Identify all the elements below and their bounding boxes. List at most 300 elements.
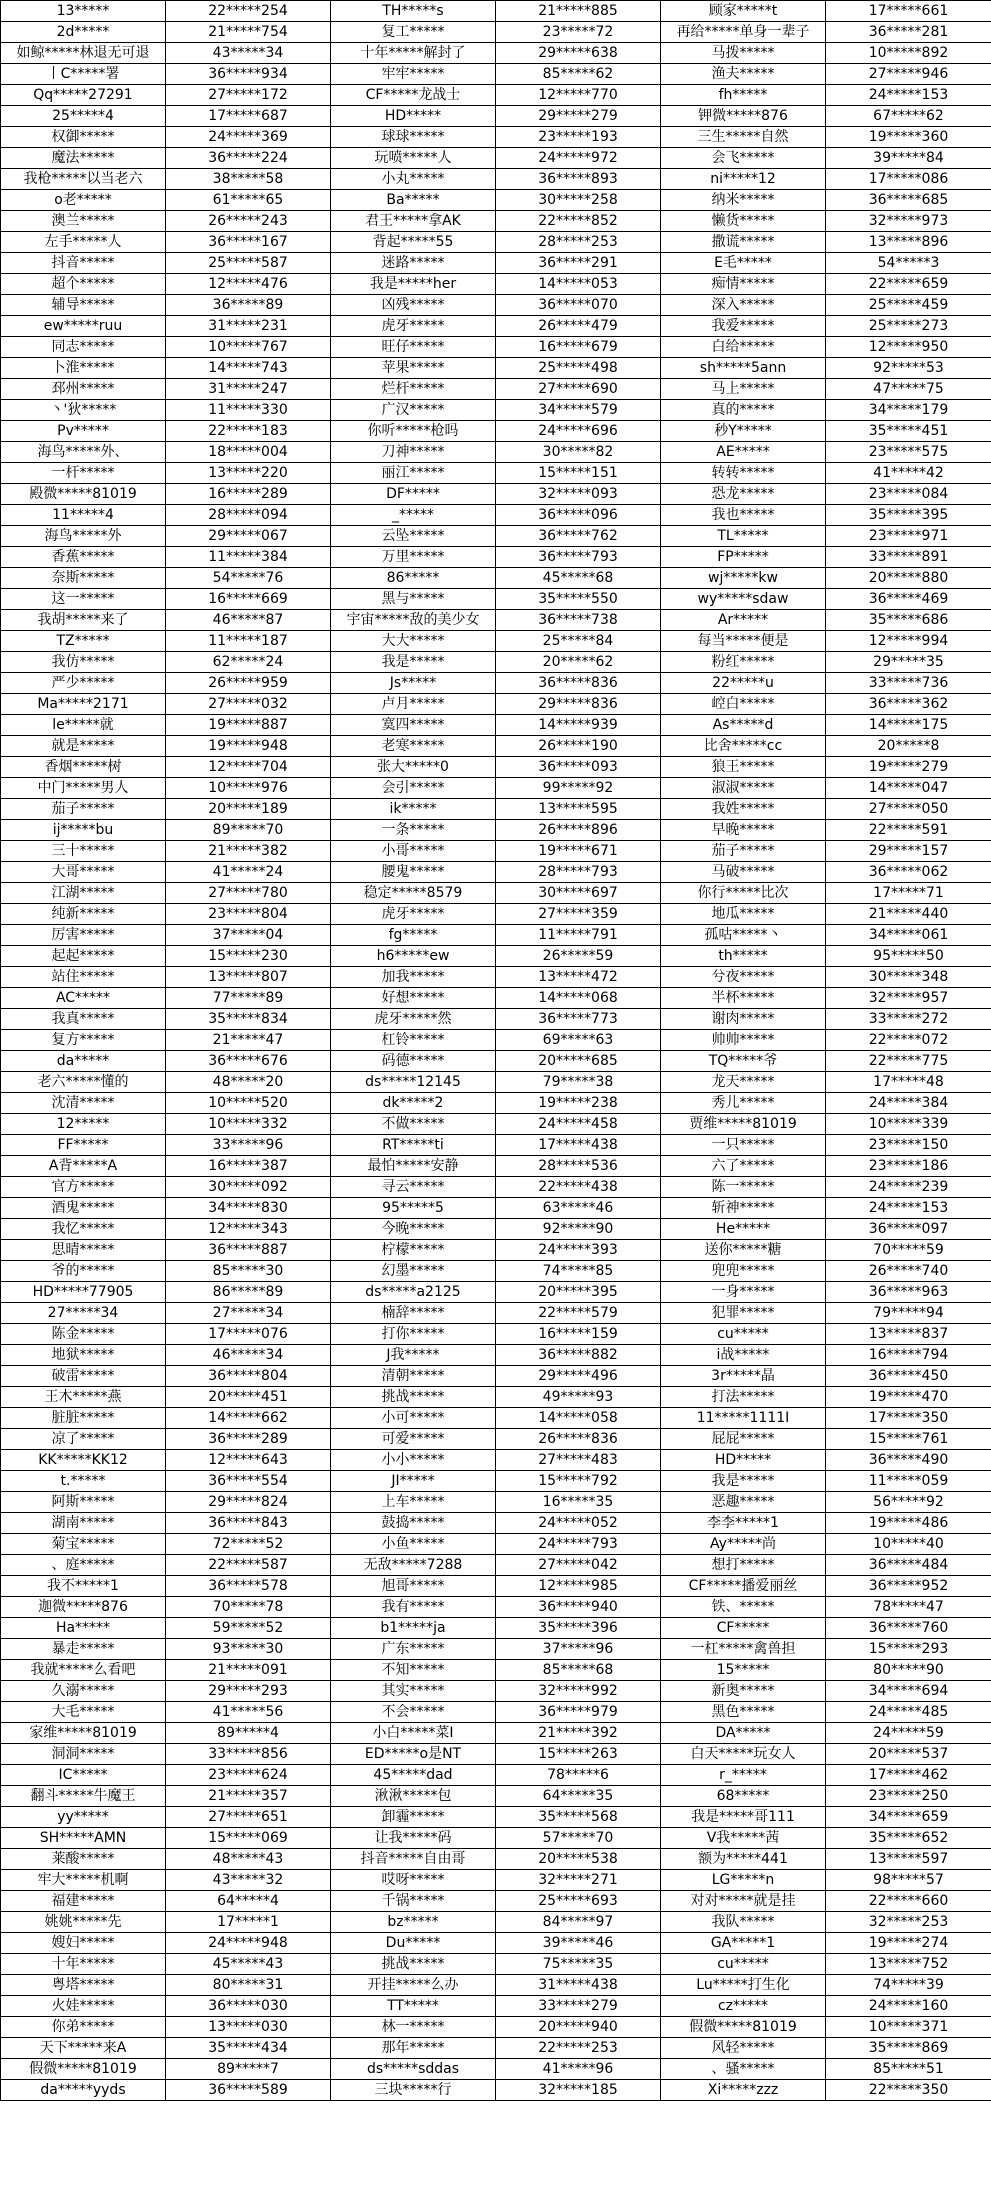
name-cell: 龙天***** [661, 1072, 826, 1093]
name-cell: 李李*****1 [661, 1513, 826, 1534]
id-cell: 36*****685 [826, 190, 991, 211]
id-cell: 16*****679 [496, 337, 661, 358]
id-cell: 36*****484 [826, 1555, 991, 1576]
id-cell: 27*****050 [826, 799, 991, 820]
table-row [1, 1030, 991, 1051]
id-cell: 24*****239 [826, 1177, 991, 1198]
id-cell: 59*****52 [166, 1618, 331, 1639]
name-cell: 超个***** [1, 274, 166, 295]
id-cell: 35*****451 [826, 421, 991, 442]
table-row [1, 1870, 991, 1891]
name-cell: 小可***** [331, 1408, 496, 1429]
name-cell: 钾微*****876 [661, 106, 826, 127]
id-cell: 23*****575 [826, 442, 991, 463]
table-row [1, 1, 991, 22]
id-cell: 36*****289 [166, 1429, 331, 1450]
name-cell: ij*****bu [1, 820, 166, 841]
table-row [1, 715, 991, 736]
name-cell: 13***** [1, 1, 166, 22]
name-cell: He***** [661, 1219, 826, 1240]
table-row [1, 400, 991, 421]
id-cell: 61*****65 [166, 190, 331, 211]
id-cell: 15*****761 [826, 1429, 991, 1450]
name-cell: 烂杆***** [331, 379, 496, 400]
table-row [1, 526, 991, 547]
name-cell: 君王*****拿AK [331, 211, 496, 232]
name-cell: 45*****dad [331, 1765, 496, 1786]
id-cell: 25*****84 [496, 631, 661, 652]
name-cell: 秀儿***** [661, 1093, 826, 1114]
name-cell: 官方***** [1, 1177, 166, 1198]
id-cell: 36*****887 [166, 1240, 331, 1261]
name-cell: SH*****AMN [1, 1828, 166, 1849]
name-cell: 复工***** [331, 22, 496, 43]
id-cell: 92*****53 [826, 358, 991, 379]
id-cell: 23*****193 [496, 127, 661, 148]
name-cell: 姚姚*****先 [1, 1912, 166, 1933]
table-row [1, 1639, 991, 1660]
name-cell: 虎牙***** [331, 904, 496, 925]
name-cell: 犯罪***** [661, 1303, 826, 1324]
id-cell: 49*****93 [496, 1387, 661, 1408]
name-cell: 洞洞***** [1, 1744, 166, 1765]
table-row [1, 64, 991, 85]
name-cell: 上车***** [331, 1492, 496, 1513]
table-row [1, 1366, 991, 1387]
table-row [1, 1702, 991, 1723]
id-cell: 22*****438 [496, 1177, 661, 1198]
id-cell: 20*****880 [826, 568, 991, 589]
name-cell: 虎牙*****然 [331, 1009, 496, 1030]
id-cell: 36*****291 [496, 253, 661, 274]
name-cell: 纳米***** [661, 190, 826, 211]
name-cell: AC***** [1, 988, 166, 1009]
id-cell: 12*****985 [496, 1576, 661, 1597]
id-cell: 35*****652 [826, 1828, 991, 1849]
id-cell: 15*****792 [496, 1471, 661, 1492]
name-cell: da*****yyds [1, 2080, 166, 2101]
name-cell: 一杠*****禽兽担 [661, 1639, 826, 1660]
id-cell: 21*****392 [496, 1723, 661, 1744]
id-cell: 27*****483 [496, 1450, 661, 1471]
id-cell: 15*****263 [496, 1744, 661, 1765]
table-row [1, 1471, 991, 1492]
name-cell: 澳兰***** [1, 211, 166, 232]
id-cell: 33*****856 [166, 1744, 331, 1765]
id-cell: 24*****793 [496, 1534, 661, 1555]
id-cell: 36*****882 [496, 1345, 661, 1366]
table-row [1, 484, 991, 505]
id-cell: 23*****971 [826, 526, 991, 547]
id-cell: 32*****992 [496, 1681, 661, 1702]
table-row [1, 841, 991, 862]
id-cell: 27*****780 [166, 883, 331, 904]
id-cell: 35*****686 [826, 610, 991, 631]
name-cell: 一身***** [661, 1282, 826, 1303]
id-cell: 21*****382 [166, 841, 331, 862]
id-cell: 33*****279 [496, 1996, 661, 2017]
id-cell: 79*****38 [496, 1072, 661, 1093]
name-cell: 码德***** [331, 1051, 496, 1072]
name-cell: 千锅***** [331, 1891, 496, 1912]
name-cell: 我胡*****来了 [1, 610, 166, 631]
id-cell: 46*****34 [166, 1345, 331, 1366]
table-row [1, 2080, 991, 2101]
id-cell: 43*****32 [166, 1870, 331, 1891]
id-cell: 10*****520 [166, 1093, 331, 1114]
name-cell: 假微*****81019 [661, 2017, 826, 2038]
table-row [1, 589, 991, 610]
table-row [1, 1723, 991, 1744]
id-cell: 41*****42 [826, 463, 991, 484]
name-cell: ED*****o是NT [331, 1744, 496, 1765]
name-cell: 谢肉***** [661, 1009, 826, 1030]
name-cell: 莱酸***** [1, 1849, 166, 1870]
id-cell: 24*****458 [496, 1114, 661, 1135]
name-cell: 湖南***** [1, 1513, 166, 1534]
id-cell: 26*****896 [496, 820, 661, 841]
table-row [1, 925, 991, 946]
table-row [1, 1534, 991, 1555]
name-cell: 迦微*****876 [1, 1597, 166, 1618]
id-cell: 36*****836 [496, 673, 661, 694]
id-cell: 36*****578 [166, 1576, 331, 1597]
id-cell: 89*****70 [166, 820, 331, 841]
id-cell: 20*****685 [496, 1051, 661, 1072]
name-cell: 海鸟*****外 [1, 526, 166, 547]
id-cell: 25*****498 [496, 358, 661, 379]
name-cell: ni*****12 [661, 169, 826, 190]
name-cell: Ma*****2171 [1, 694, 166, 715]
id-cell: 86*****89 [166, 1282, 331, 1303]
name-cell: V我*****茜 [661, 1828, 826, 1849]
table-row [1, 1597, 991, 1618]
name-cell: 我忆***** [1, 1219, 166, 1240]
name-cell: ds*****12145 [331, 1072, 496, 1093]
id-cell: 14*****662 [166, 1408, 331, 1429]
id-cell: 21*****885 [496, 1, 661, 22]
name-cell: 虎牙***** [331, 316, 496, 337]
name-cell: 会飞***** [661, 148, 826, 169]
name-cell: 我姓***** [661, 799, 826, 820]
name-cell: h6*****ew [331, 946, 496, 967]
id-cell: 35*****395 [826, 505, 991, 526]
table-row [1, 1429, 991, 1450]
name-cell: 牢牢***** [331, 64, 496, 85]
id-cell: 23*****186 [826, 1156, 991, 1177]
name-cell: 我是***** [661, 1471, 826, 1492]
name-cell: 斩神***** [661, 1198, 826, 1219]
id-cell: 45*****68 [496, 568, 661, 589]
id-cell: 17*****661 [826, 1, 991, 22]
table-row [1, 547, 991, 568]
id-cell: 85*****68 [496, 1660, 661, 1681]
table-row [1, 610, 991, 631]
id-cell: 17*****350 [826, 1408, 991, 1429]
table-row [1, 1807, 991, 1828]
id-cell: 22*****659 [826, 274, 991, 295]
table-row [1, 778, 991, 799]
id-cell: 35*****396 [496, 1618, 661, 1639]
table-row [1, 1450, 991, 1471]
id-cell: 28*****253 [496, 232, 661, 253]
id-cell: 78*****6 [496, 1765, 661, 1786]
id-cell: 64*****4 [166, 1891, 331, 1912]
name-cell: _***** [331, 505, 496, 526]
name-cell: 那年***** [331, 2038, 496, 2059]
id-cell: 93*****30 [166, 1639, 331, 1660]
table-row [1, 43, 991, 64]
id-cell: 48*****43 [166, 1849, 331, 1870]
table-row [1, 2017, 991, 2038]
id-cell: 30*****348 [826, 967, 991, 988]
id-cell: 80*****90 [826, 1660, 991, 1681]
table-row [1, 1198, 991, 1219]
name-cell: 香烟*****树 [1, 757, 166, 778]
name-cell: 今晚***** [331, 1219, 496, 1240]
name-cell: 复方***** [1, 1030, 166, 1051]
id-cell: 20*****537 [826, 1744, 991, 1765]
id-cell: 63*****46 [496, 1198, 661, 1219]
name-cell: bz***** [331, 1912, 496, 1933]
table-row [1, 799, 991, 820]
id-cell: 22*****775 [826, 1051, 991, 1072]
id-cell: 17*****1 [166, 1912, 331, 1933]
table-row [1, 1912, 991, 1933]
name-cell: Ay*****尚 [661, 1534, 826, 1555]
table-row [1, 757, 991, 778]
id-cell: 29*****293 [166, 1681, 331, 1702]
id-cell: 37*****96 [496, 1639, 661, 1660]
table-row [1, 463, 991, 484]
id-cell: 11*****330 [166, 400, 331, 421]
name-cell: 火娃***** [1, 1996, 166, 2017]
table-row [1, 1660, 991, 1681]
id-cell: 19*****238 [496, 1093, 661, 1114]
name-cell: 背起*****55 [331, 232, 496, 253]
name-cell: DF***** [331, 484, 496, 505]
id-cell: 16*****35 [496, 1492, 661, 1513]
name-cell: 会引***** [331, 778, 496, 799]
id-cell: 32*****253 [826, 1912, 991, 1933]
id-cell: 34*****694 [826, 1681, 991, 1702]
id-cell: 31*****438 [496, 1975, 661, 1996]
id-cell: 79*****94 [826, 1303, 991, 1324]
id-cell: 17*****086 [826, 169, 991, 190]
name-cell: 阿斯***** [1, 1492, 166, 1513]
name-cell: 我是*****哥111 [661, 1807, 826, 1828]
table-row [1, 1282, 991, 1303]
name-cell: 暴走***** [1, 1639, 166, 1660]
id-cell: 77*****89 [166, 988, 331, 1009]
name-cell: 柠檬***** [331, 1240, 496, 1261]
id-cell: 16*****289 [166, 484, 331, 505]
table-row [1, 2038, 991, 2059]
id-cell: 17*****438 [496, 1135, 661, 1156]
name-cell: 深入***** [661, 295, 826, 316]
id-cell: 35*****568 [496, 1807, 661, 1828]
name-cell: 渔夫***** [661, 64, 826, 85]
id-cell: 20*****8 [826, 736, 991, 757]
name-cell: 江湖***** [1, 883, 166, 904]
id-cell: 74*****39 [826, 1975, 991, 1996]
id-cell: 21*****357 [166, 1786, 331, 1807]
id-cell: 23*****250 [826, 1786, 991, 1807]
name-cell: o老***** [1, 190, 166, 211]
id-cell: 36*****893 [496, 169, 661, 190]
id-cell: 24*****972 [496, 148, 661, 169]
id-cell: 32*****973 [826, 211, 991, 232]
id-cell: 13*****807 [166, 967, 331, 988]
id-cell: 56*****92 [826, 1492, 991, 1513]
name-cell: r_***** [661, 1765, 826, 1786]
id-cell: 36*****469 [826, 589, 991, 610]
table-row [1, 1933, 991, 1954]
name-cell: 撒谎***** [661, 232, 826, 253]
table-row [1, 673, 991, 694]
id-cell: 36*****097 [826, 1219, 991, 1240]
id-cell: 28*****094 [166, 505, 331, 526]
id-cell: 23*****72 [496, 22, 661, 43]
name-cell: 广汉***** [331, 400, 496, 421]
id-cell: 33*****272 [826, 1009, 991, 1030]
id-cell: 75*****35 [496, 1954, 661, 1975]
name-cell: 加我***** [331, 967, 496, 988]
name-cell: 十年***** [1, 1954, 166, 1975]
id-cell: 27*****042 [496, 1555, 661, 1576]
id-cell: 12*****994 [826, 631, 991, 652]
name-cell: J我***** [331, 1345, 496, 1366]
id-cell: 36*****224 [166, 148, 331, 169]
table-row [1, 1051, 991, 1072]
id-cell: 15*****230 [166, 946, 331, 967]
table-row [1, 568, 991, 589]
name-cell: KK*****KK12 [1, 1450, 166, 1471]
name-cell: 陈一***** [661, 1177, 826, 1198]
name-cell: 牢大*****机啊 [1, 1870, 166, 1891]
name-cell: 站住***** [1, 967, 166, 988]
name-cell: 思晴***** [1, 1240, 166, 1261]
id-cell: 12*****643 [166, 1450, 331, 1471]
name-cell: 嫂妇***** [1, 1933, 166, 1954]
name-cell: ik***** [331, 799, 496, 820]
name-cell: 其实***** [331, 1681, 496, 1702]
table-row [1, 736, 991, 757]
id-cell: 18*****004 [166, 442, 331, 463]
name-cell: 、庭***** [1, 1555, 166, 1576]
id-cell: 17*****71 [826, 883, 991, 904]
id-cell: 85*****30 [166, 1261, 331, 1282]
name-cell: 狼王***** [661, 757, 826, 778]
id-cell: 16*****669 [166, 589, 331, 610]
id-cell: 36*****963 [826, 1282, 991, 1303]
name-cell: 老寒***** [331, 736, 496, 757]
name-cell: 打你***** [331, 1324, 496, 1345]
name-cell: 腰鬼***** [331, 862, 496, 883]
id-cell: 36*****934 [166, 64, 331, 85]
id-cell: 13*****472 [496, 967, 661, 988]
name-cell: 三块*****行 [331, 2080, 496, 2101]
id-cell: 31*****231 [166, 316, 331, 337]
name-cell: 小丸***** [331, 169, 496, 190]
id-cell: 95*****50 [826, 946, 991, 967]
id-cell: 89*****4 [166, 1723, 331, 1744]
id-cell: 30*****258 [496, 190, 661, 211]
name-cell: 大毛***** [1, 1702, 166, 1723]
table-row [1, 1996, 991, 2017]
id-cell: 10*****371 [826, 2017, 991, 2038]
name-cell: CF***** [661, 1618, 826, 1639]
id-cell: 24*****153 [826, 1198, 991, 1219]
id-cell: 24*****948 [166, 1933, 331, 1954]
name-cell: b1*****ja [331, 1618, 496, 1639]
id-cell: 37*****04 [166, 925, 331, 946]
id-cell: 22*****350 [826, 2080, 991, 2101]
id-cell: 36*****793 [496, 547, 661, 568]
id-cell: 29*****279 [496, 106, 661, 127]
id-cell: 35*****869 [826, 2038, 991, 2059]
table-row [1, 883, 991, 904]
name-cell: 、骚***** [661, 2059, 826, 2080]
table-row [1, 1849, 991, 1870]
id-cell: 35*****434 [166, 2038, 331, 2059]
table-row [1, 904, 991, 925]
name-cell: 海鸟*****外、 [1, 442, 166, 463]
name-cell: 刀神***** [331, 442, 496, 463]
name-cell: 让我*****码 [331, 1828, 496, 1849]
id-cell: 30*****092 [166, 1177, 331, 1198]
id-cell: 19*****274 [826, 1933, 991, 1954]
name-cell: 楠辞***** [331, 1303, 496, 1324]
name-cell: 十年*****解封了 [331, 43, 496, 64]
id-cell: 41*****24 [166, 862, 331, 883]
id-cell: 27*****032 [166, 694, 331, 715]
id-cell: 26*****836 [496, 1429, 661, 1450]
name-cell: 黑与***** [331, 589, 496, 610]
id-cell: 17*****48 [826, 1072, 991, 1093]
name-cell: 崆白***** [661, 694, 826, 715]
id-cell: 20*****189 [166, 799, 331, 820]
name-cell: fg***** [331, 925, 496, 946]
name-cell: 陈金***** [1, 1324, 166, 1345]
id-cell: 19*****671 [496, 841, 661, 862]
id-cell: 11*****059 [826, 1471, 991, 1492]
id-cell: 36*****030 [166, 1996, 331, 2017]
name-cell: 挑战***** [331, 1954, 496, 1975]
name-cell: ds*****a2125 [331, 1282, 496, 1303]
id-cell: 24*****160 [826, 1996, 991, 2017]
name-cell: 可爱***** [331, 1429, 496, 1450]
id-cell: 32*****271 [496, 1870, 661, 1891]
id-cell: 26*****190 [496, 736, 661, 757]
id-cell: 36*****589 [166, 2080, 331, 2101]
name-cell: 送你*****糖 [661, 1240, 826, 1261]
id-cell: 48*****20 [166, 1072, 331, 1093]
name-cell: 小白*****菜I [331, 1723, 496, 1744]
name-cell: TZ***** [1, 631, 166, 652]
id-cell: 64*****35 [496, 1786, 661, 1807]
id-cell: 29*****35 [826, 652, 991, 673]
name-cell: 假微*****81019 [1, 2059, 166, 2080]
name-cell: A背*****A [1, 1156, 166, 1177]
id-cell: 16*****387 [166, 1156, 331, 1177]
table-row [1, 232, 991, 253]
name-cell: 邳州***** [1, 379, 166, 400]
table-row [1, 1681, 991, 1702]
name-cell: 卢月***** [331, 694, 496, 715]
id-cell: 19*****360 [826, 127, 991, 148]
name-cell: 15***** [661, 1660, 826, 1681]
